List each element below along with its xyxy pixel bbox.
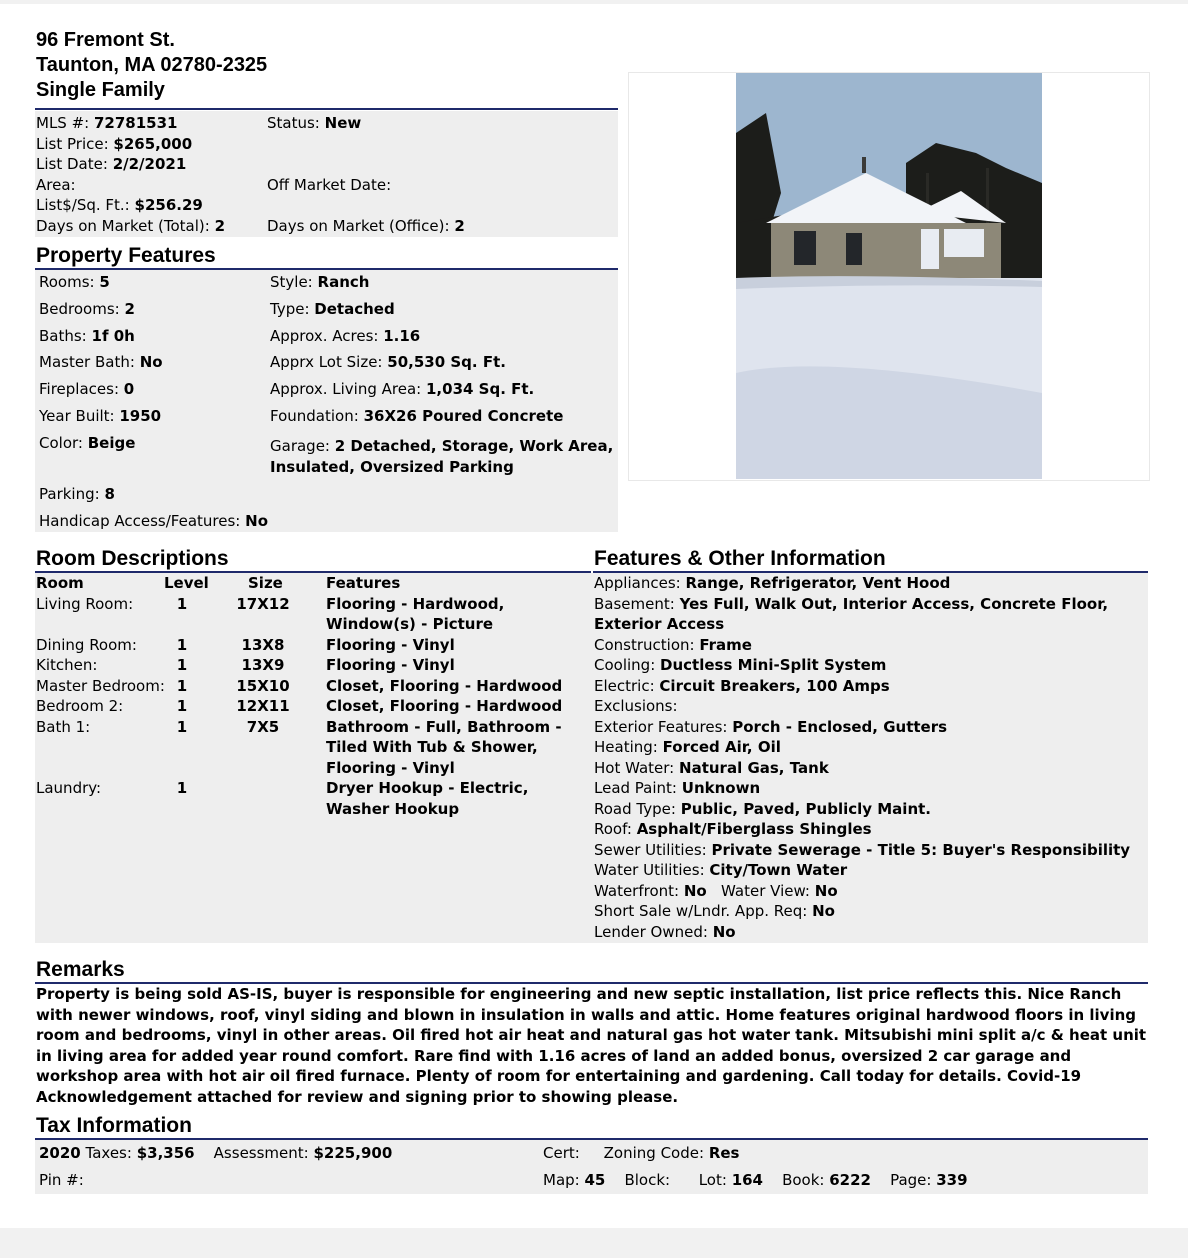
feature-right-0: Style: Ranch (270, 273, 370, 291)
room-col-header: Room (36, 574, 84, 592)
feature-right-4: Approx. Living Area: 1,034 Sq. Ft. (270, 380, 535, 399)
lot-value: 164 (731, 1170, 763, 1189)
other-info-line: Cooling: Ductless Mini-Split System (594, 656, 887, 674)
other-info-line: Short Sale w/Lndr. App. Req: No (594, 902, 835, 920)
assessment-value: $225,900 (313, 1144, 393, 1162)
room-level: 1 (176, 594, 188, 613)
property-type: Single Family (36, 79, 165, 101)
room-name: Bedroom 2: (36, 697, 124, 715)
room-name: Kitchen: (36, 656, 98, 674)
remarks-text (36, 984, 1146, 1107)
other-info-line: Hot Water: Natural Gas, Tank (594, 758, 829, 777)
room-size: 13X9 (241, 656, 285, 674)
remarks-line: in living area for added year round comfort. Rare find with 1.16 acres of land an added bonus, oversized 2 car garage and (36, 1046, 1072, 1065)
room-features: Dryer Hookup - Electric, Washer Hookup (326, 779, 529, 818)
address-line-1: 96 Fremont St. (36, 29, 175, 51)
book-value: 6222 (829, 1170, 871, 1189)
other-info-line: Basement: Yes Full, Walk Out, Interior Access, Concrete Floor, (594, 594, 1109, 613)
room-features: Flooring - Hardwood, Window(s) - Picture (326, 594, 505, 633)
tax-title: Tax Information (36, 1114, 192, 1137)
feature-left-1: Bedrooms: 2 (39, 299, 135, 318)
room-name: Living Room: (36, 594, 134, 613)
room-features: Closet, Flooring - Hardwood (326, 676, 563, 695)
dom-total: 2 (214, 216, 225, 235)
price-per-sqft: $256.29 (134, 196, 203, 214)
room-name: Master Bedroom: (36, 676, 165, 695)
other-info-line: Appliances: Range, Refrigerator, Vent Hood (594, 574, 951, 592)
property-features-right (270, 269, 563, 430)
status-value: New (324, 114, 362, 132)
other-info-line: Construction: Frame (594, 635, 752, 654)
room-name: Bath 1: (36, 717, 91, 736)
remarks-line: Property is being sold AS-IS, buyer is responsible for engineering and new septic installation, list price reflects this. Nice Ranch (36, 985, 1122, 1003)
parking-field: Parking: 8 Handicap Access/Features: No (39, 485, 268, 530)
mls-number: 72781531 (94, 114, 178, 132)
room-size: 7X5 (246, 717, 280, 736)
photo-frame (628, 72, 1150, 481)
room-name: Dining Room: (36, 635, 137, 654)
feature-right-1: Type: Detached (270, 299, 395, 318)
other-info-line: Exterior Features: Porch - Enclosed, Gutters (594, 717, 948, 736)
feature-left-5: Year Built: 1950 (39, 406, 162, 425)
tax-left: 2020 Taxes: $3,356 Assessment: $225,900 Pin #: (39, 1144, 393, 1189)
room-size: 15X10 (236, 676, 290, 695)
room-level: 1 (176, 656, 188, 674)
room-features: Flooring - Vinyl (326, 656, 455, 674)
room-level: 1 (176, 779, 188, 797)
room-level: 1 (176, 717, 188, 736)
zoning-value: Res (708, 1144, 740, 1162)
address-line-2: Taunton, MA 02780-2325 (36, 54, 268, 76)
feature-left-3: Master Bath: No (39, 353, 163, 372)
room-level: 1 (176, 676, 188, 695)
room-size: 17X12 (236, 594, 290, 613)
other-info-line: Road Type: Public, Paved, Publicly Maint. (594, 799, 931, 818)
other-info-list (594, 573, 1130, 942)
remarks-title: Remarks (36, 958, 125, 981)
other-info-line: Water Utilities: City/Town Water (594, 861, 848, 879)
feature-right-5: Foundation: 36X26 Poured Concrete (270, 406, 564, 425)
remarks-line: room and bedrooms, vinyl in other areas. Oil fired hot air heat and natural gas hot water tank. Mitsubishi mini split a/c & heat unit (36, 1026, 1147, 1044)
summary-left: MLS #: 72781531 List Price: $265,000 List Date: 2/2/2021 Area: List$/Sq. Ft.: $256.29 Days on Market (Total): 2 (36, 114, 225, 235)
room-level: 1 (176, 635, 188, 654)
other-info-line: Sewer Utilities: Private Sewerage - Title 5: Buyer's Responsibility (594, 840, 1131, 859)
other-info-line: Lead Paint: Unknown (594, 779, 761, 797)
tax-right: Cert: Zoning Code: Res Map: 45 Block: Lot: 164 Book: 6222 Page: 339 (543, 1144, 968, 1189)
header-rule (35, 108, 618, 110)
list-price: $265,000 (113, 134, 193, 153)
room-features: Bathroom - Full, Bathroom - Tiled With Tub & Shower, Flooring - Vinyl (326, 717, 562, 777)
other-info-title: Features & Other Information (594, 547, 886, 570)
remarks-line: with newer windows, roof, vinyl siding and blown in insulation in walls and attic. Home features original hardwood floors in living (36, 1005, 1137, 1024)
feature-left-2: Baths: 1f 0h (39, 326, 135, 345)
page-value: 339 (936, 1170, 968, 1189)
room-level: 1 (176, 697, 188, 715)
other-info-line: Electric: Circuit Breakers, 100 Amps (594, 676, 890, 695)
remarks-line: Acknowledgement attached for review and signing prior to showing please. (36, 1087, 679, 1106)
other-info-line: Waterfront: No Water View: No (594, 881, 838, 900)
listing-sheet (0, 4, 1188, 1228)
other-info-line: Exterior Access (594, 615, 725, 633)
room-descriptions-title: Room Descriptions (36, 547, 229, 570)
other-info-line: Roof: Asphalt/Fiberglass Shingles (594, 820, 872, 838)
feature-right-2: Approx. Acres: 1.16 (270, 326, 421, 345)
room-size: 13X8 (241, 635, 285, 654)
property-features-title: Property Features (36, 244, 216, 267)
level-col-header: Level (164, 574, 209, 592)
size-col-header: Size (248, 574, 283, 592)
garage-field: Garage: 2 Detached, Storage, Work Area, Insulated, Oversized Parking (270, 437, 614, 476)
feature-left-6: Color: Beige (39, 433, 136, 452)
room-features: Closet, Flooring - Hardwood (326, 697, 563, 715)
feature-left-4: Fireplaces: 0 (39, 380, 135, 399)
dom-office: 2 (454, 216, 465, 235)
feature-left-0: Rooms: 5 (39, 273, 110, 291)
map-value: 45 (584, 1170, 606, 1189)
features-col-header: Features (326, 574, 401, 592)
room-size: 12X11 (236, 697, 290, 715)
other-info-line: Heating: Forced Air, Oil (594, 738, 781, 756)
other-info-line: Exclusions: (594, 697, 678, 715)
room-features: Flooring - Vinyl (326, 635, 455, 654)
other-info-line: Lender Owned: No (594, 922, 736, 941)
house-photo (736, 73, 1042, 479)
property-features-left (39, 269, 163, 457)
taxes-value: $3,356 (136, 1144, 195, 1162)
summary-right: Status: New Off Market Date: Days on Market (Office): 2 (267, 114, 465, 235)
room-name: Laundry: (36, 779, 102, 797)
feature-right-3: Apprx Lot Size: 50,530 Sq. Ft. (270, 353, 506, 372)
remarks-line: workshop area with hot air oil fired furnace. Plenty of room for entertaining and gardening. Call today for details. Covid-19 (36, 1067, 1082, 1085)
list-date: 2/2/2021 (112, 155, 187, 173)
